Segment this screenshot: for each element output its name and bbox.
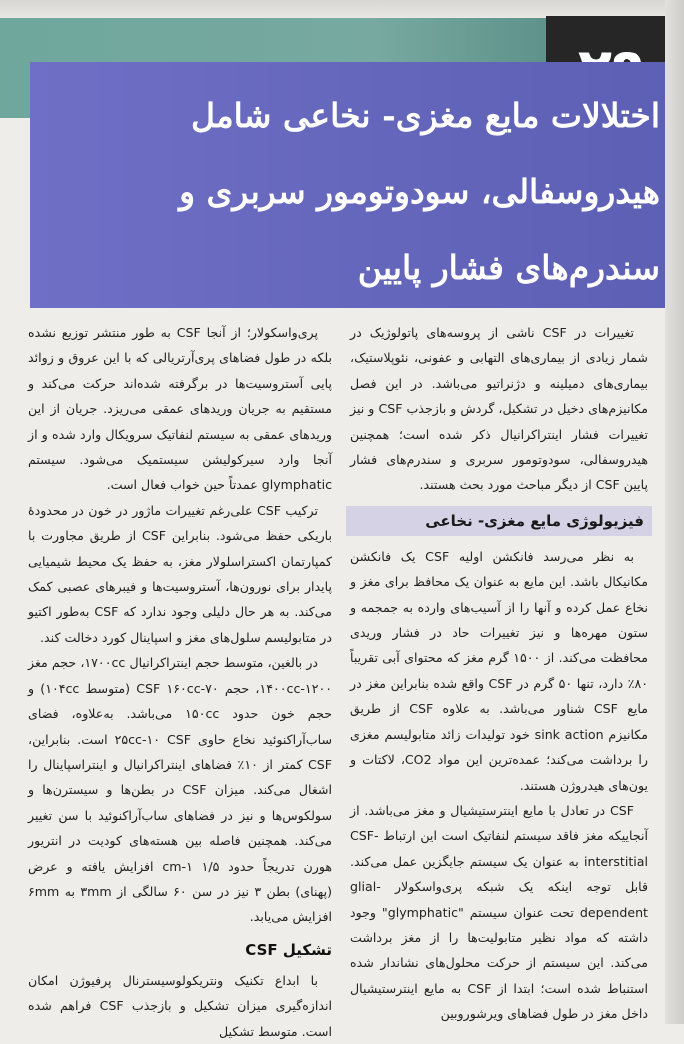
section-heading-csf-formation: تشکیل CSF bbox=[245, 940, 332, 959]
paragraph: ترکیب CSF علی‌رغم تغییرات ماژور در خون در محدودهٔ باریکی حفظ می‌شود. بنابراین CSF از طریق مجاورت با کمپارتمان اکسترا‌سلولار مغز، به حفظ یک محیط شیمیایی پایدار برای نورون‌ها، آستروسیت‌ها و فیبرهای عصبی کمک می‌کند. به هر حال دلیلی وجود ندارد که CSF به‌طور اکتیو در متابولیسم سلول‌های مغز و اسپاینال کورد دخالت کند. bbox=[28, 502, 332, 645]
left-column bbox=[28, 320, 332, 1044]
intro-paragraph: تغییرات در CSF ناشی از پروسه‌های پاتولوژیک در شمار زیادی از بیماری‌های التهابی و عفونی، نئوپلاستیک، بیماری‌های دمیلینه و دژنراتیو می‌باشد. در این فصل مکانیزم‌های دخیل در تشکیل، گردش و بازجذب CSF و نیز تغییرات فشار اینتراکرانیال ذکر شده است؛ همچنین هیدروسفالی، سودوتومور سربری و سندرم‌های فشار پایین CSF از دیگر مباحث مورد بحث هستند. bbox=[350, 325, 649, 493]
right-column bbox=[350, 320, 648, 1027]
page-edge bbox=[665, 0, 684, 1024]
paragraph: با ابداع تکنیک ونتریکولوسیسترنال پرفیوژن امکان اندازه‌گیری میزان تشکیل و بازجذب CSF فراهم شده است. متوسط تشکیل bbox=[28, 972, 332, 1039]
paragraph: در بالغین، متوسط حجم اینتراکرانیال ۱۷۰۰cc، حجم مغز ۱۴۰۰cc-۱۲۰۰، حجم CSF ۱۶۰cc-۷۰ (متوسط ۱۰۴cc) و حجم خون حدود ۱۵۰cc می‌باشد. به‌علاوه، فضای ساب‌آراکنوئید نخاع حاوی ۲۵cc-۱۰ CSF است. بنابراین، CSF کمتر از ۱۰٪ فضاهای اینتراکرانیال و اینتراسپاینال را اشغال می‌کند. میزان CSF در بطن‌ها و سیسترن‌ها و سولکوس‌ها و نیز در فضاهای ساب‌آراکنوئید با سن تغییر می‌کند. همچنین فاصله بین هسته‌های کودیت در انتریور هورن تدریجاً حدود ۱/۵ cm-۱ افزایش یافته و عرض (پهنای) بطن ۳ نیز در سن ۶۰ سالگی از ۳mm به ۶mm افزایش می‌یابد. bbox=[28, 655, 332, 925]
paragraph: CSF در تعادل با مایع اینترستیشیال و مغز می‌باشد. از آنجاییکه مغز فاقد سیستم لنفاتیک است این ارتباط CSF-interstitial به عنوان یک سیستم جایگزین عمل می‌کند. قابل توجه اینکه یک شبکه پری‌واسکولار glial-dependent تحت عنوان سیستم "glymphatic" وجود داشته که مواد نظیر متابولیت‌ها را از مغز برداشت می‌کند. این سیستم از حرکت محلول‌های نشاندار شده استنباط شده است؛ ابتدا از CSF به مایع اینترستیشیال داخل مغز در طول فضاهای ویرشوروبین bbox=[350, 802, 648, 1022]
paragraph: پری‌واسکولار؛ از آنجا CSF به طور منتشر توزیع نشده بلکه در طول فضاهای پری‌آرتریالی که با این عروق و زوائد پایی آستروسیت‌ها در برگرفته شده‌اند حرکت می‌کند و مستقیم به جریان وریدهای عمقی می‌ریزد. جریان از این وریدهای عمقی به سیستم لنفاتیک سرویکال وارد شده و از آنجا وارد سیرکولیشن سیستمیک می‌شود. سیستم glymphatic عمدتاً حین خواب فعال است. bbox=[28, 325, 332, 493]
chapter-title: اختلالات مایع مغزی- نخاعی شامل هیدروسفالی، سودوتومور سربری و سندرم‌های فشار پایین bbox=[179, 96, 660, 287]
paragraph: به نظر می‌رسد فانکشن اولیه CSF یک فانکشن مکانیکال باشد. این مایع به عنوان یک محافظ برای مغز و نخاع عمل کرده و آنها را از آسیب‌های وارده به جمجمه و ستون مهره‌ها و نیز تغییرات حاد در فشار وریدی محافظت می‌کند. از ۱۵۰۰ گرم مغز که محتوای آبی تقریباً ۸۰٪ دارد، تنها ۵۰ گرم در CSF واقع شده بنابراین مغز در مایع CSF شناور می‌باشد. به علاوه CSF از طریق مکانیزم sink action خود تولیدات زائد متابولیسم مغزی را برداشت می‌کند؛ عمده‌ترین این مواد CO2، لاکتات و یون‌های هیدروژن هستند. bbox=[350, 548, 649, 793]
section-heading-physiology: فیزیولوژی مایع مغزی- نخاعی bbox=[346, 506, 652, 536]
